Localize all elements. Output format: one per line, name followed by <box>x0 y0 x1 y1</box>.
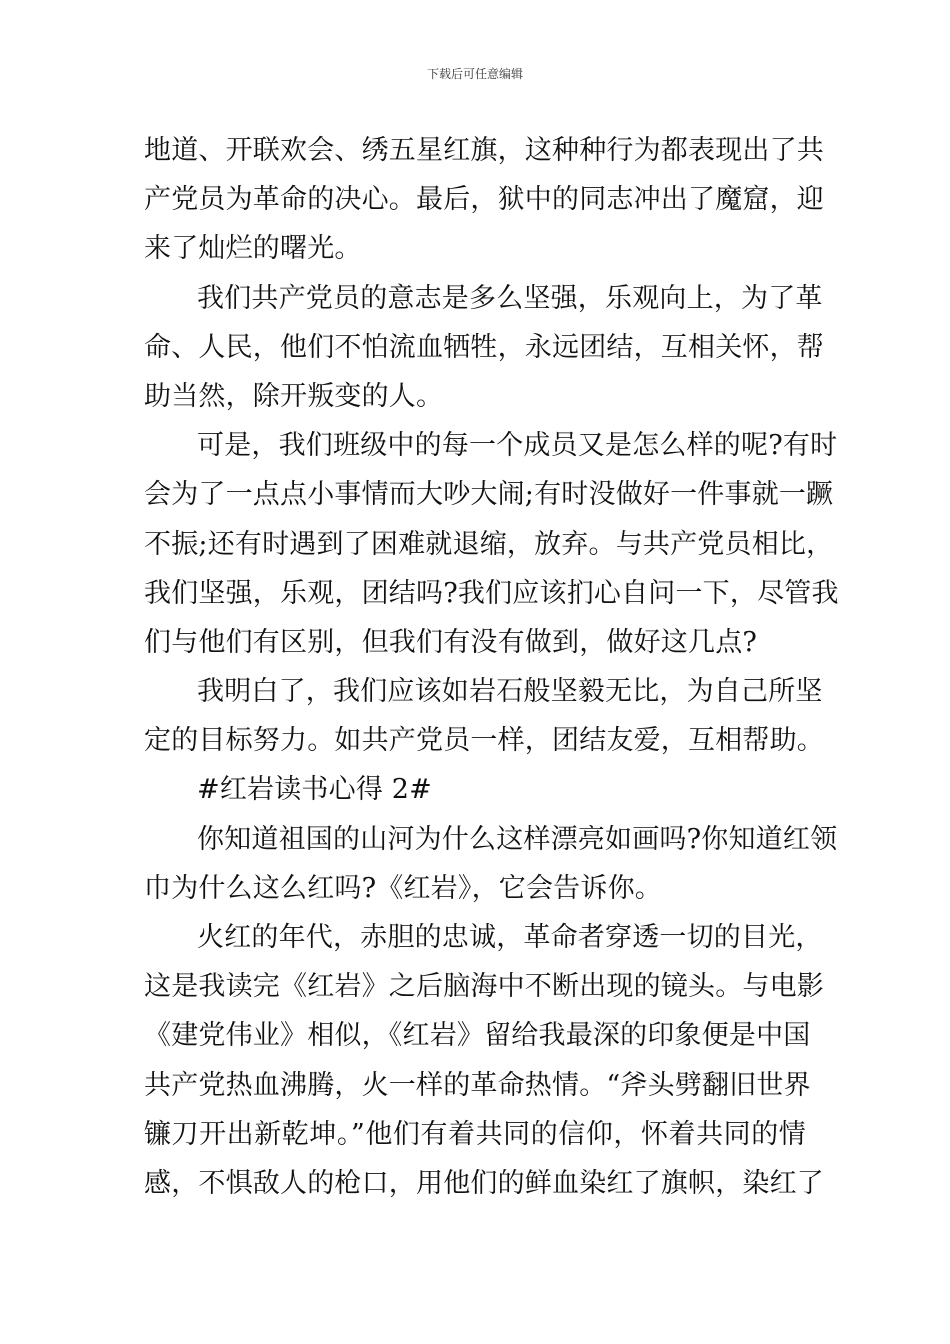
text-line: 你知道祖国的山河为什么这样漂亮如画吗?你知道红领 <box>197 823 838 855</box>
text-line: 我们坚强，乐观，团结吗?我们应该扪心自问一下，尽管我 <box>144 577 839 609</box>
text-line: 会为了一点点小事情而大吵大闹;有时没做好一件事就一蹶 <box>144 479 834 511</box>
text-line: 来了灿烂的曙光。 <box>144 233 362 265</box>
text-line: 我们共产党员的意志是多么坚强，乐观向上，为了革 <box>197 282 823 314</box>
text-line: 镰刀开出新乾坤。”他们有着共同的信仰，怀着共同的情 <box>144 1118 806 1150</box>
text-line: 可是，我们班级中的每一个成员又是怎么样的呢?有时 <box>197 430 838 462</box>
text-line: 定的目标努力。如共产党员一样，团结友爱，互相帮助。 <box>144 725 824 757</box>
text-line: 我明白了，我们应该如岩石般坚毅无比，为自己所坚 <box>197 676 823 708</box>
text-line: 巾为什么这么红吗?《红岩》，它会告诉你。 <box>144 872 662 904</box>
text-line: 产党员为革命的决心。最后，狱中的同志冲出了魔窟，迎 <box>144 184 824 216</box>
text-line: 《建党伟业》相似，《红岩》留给我最深的印象便是中国 <box>144 1020 811 1052</box>
text-line: 地道、开联欢会、绣五星红旗，这种种行为都表现出了共 <box>144 135 824 166</box>
text-line: 火红的年代，赤胆的忠诚，革命者穿透一切的目光， <box>197 922 823 953</box>
text-line: 共产党热血沸腾，火一样的革命热情。“斧头劈翻旧世界 <box>144 1069 811 1101</box>
text-line: 助当然，除开叛变的人。 <box>144 380 444 412</box>
text-line: 们与他们有区别，但我们有没有做到，做好这几点? <box>144 626 758 658</box>
text-line: 这是我读完《红岩》之后脑海中不断出现的镜头。与电影 <box>144 971 824 1003</box>
text-line: 命、人民，他们不怕流血牺牲，永远团结，互相关怀，帮 <box>144 331 824 363</box>
page-header: 下载后可任意编辑 <box>426 67 523 81</box>
text-line: 感，不惧敌人的枪口，用他们的鲜血染红了旗帜，染红了 <box>144 1167 824 1199</box>
text-line: 不振;还有时遇到了困难就退缩，放弃。与共产党员相比， <box>144 528 834 560</box>
document-body <box>144 126 839 1208</box>
section-heading: #红岩读书心得 2# <box>197 774 433 806</box>
